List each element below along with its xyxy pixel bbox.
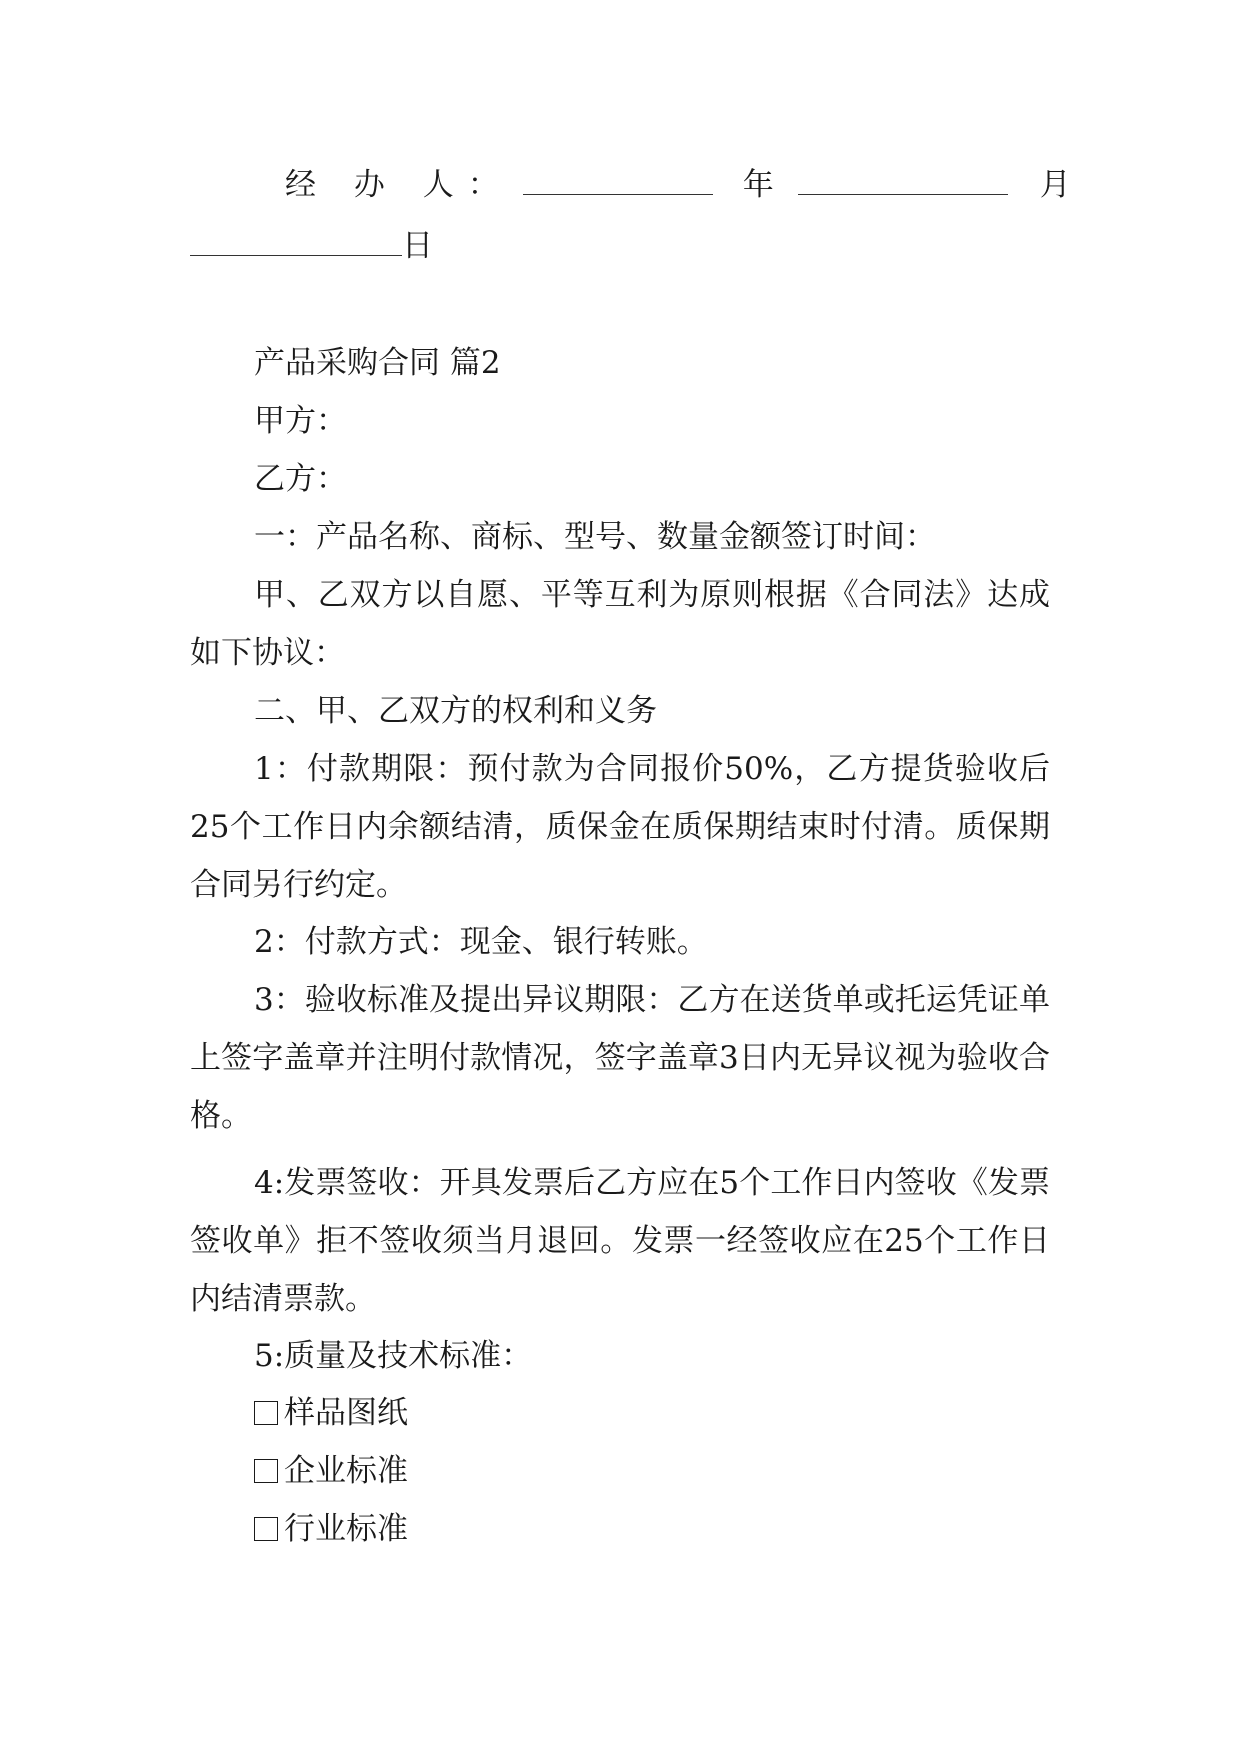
option-sample-drawings (254, 1393, 408, 1433)
option-label: 行业标准 (284, 1511, 408, 1547)
clause-4: 4:发票签收：开具发票后乙方应在5个工作日内签收《发票签收单》拒不签收须当月退回。发票一经签收应在25个工作日内结清票款。 (190, 1165, 1050, 1317)
day-line (190, 226, 433, 266)
day-blank[interactable] (190, 229, 402, 256)
agent-blank[interactable] (523, 168, 713, 195)
year-label: 年 (742, 167, 788, 203)
checkbox[interactable] (254, 1459, 278, 1483)
checkbox[interactable] (254, 1401, 278, 1425)
option-label: 企业标准 (284, 1453, 408, 1489)
contract-title: 产品采购合同 篇2 (254, 345, 501, 381)
day-label: 日 (402, 228, 433, 264)
option-enterprise-standard (254, 1451, 408, 1491)
clause-1: 1：付款期限：预付款为合同报价50%，乙方提货验收后25个工作日内余额结清，质保金在质保期结束时付清。质保期合同另行约定。 (190, 751, 1050, 903)
year-blank[interactable] (798, 168, 1008, 195)
option-label: 样品图纸 (284, 1395, 408, 1431)
month-label: 月 (1039, 167, 1085, 203)
checkbox[interactable] (254, 1517, 278, 1541)
party-b: 乙方： (254, 461, 347, 497)
option-industry-standard (254, 1509, 408, 1549)
clause-2: 2：付款方式：现金、银行转账。 (254, 924, 708, 960)
clause-3: 3：验收标准及提出异议期限：乙方在送货单或托运凭证单上签字盖章并注明付款情况，签字盖章3日内无异议视为验收合格。 (190, 982, 1050, 1134)
agent-label: 经 办 人： (285, 167, 513, 203)
party-a: 甲方： (254, 403, 347, 439)
section-2-heading: 二、甲、乙双方的权利和义务 (254, 693, 657, 729)
section-1-heading: 一：产品名称、商标、型号、数量金额签订时间： (254, 519, 936, 555)
intro-paragraph: 甲、乙双方以自愿、平等互利为原则根据《合同法》达成如下协议： (190, 577, 1050, 671)
clause-5: 5:质量及技术标准： (254, 1338, 533, 1374)
agent-signature-line (285, 165, 1085, 205)
